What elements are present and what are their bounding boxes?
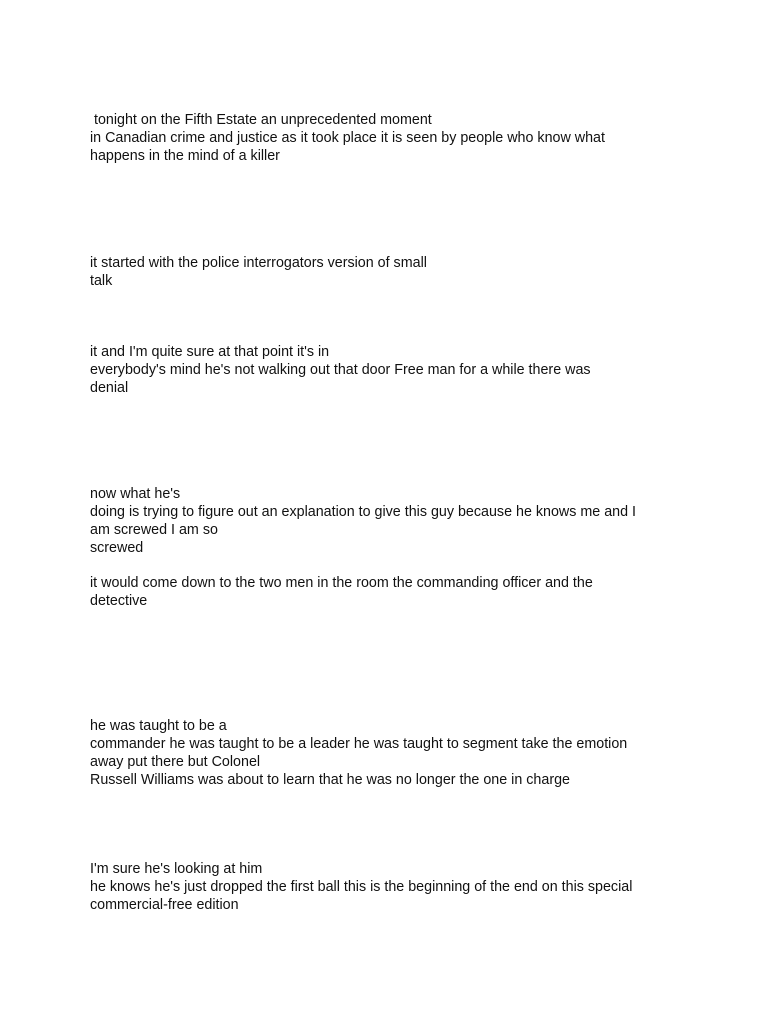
transcript-line: talk xyxy=(90,273,113,289)
transcript-line: it would come down to the two men in the room the commanding officer and the xyxy=(90,575,593,591)
transcript-paragraph xyxy=(90,343,690,397)
transcript-line: commander he was taught to be a leader he was taught to segment take the emotion xyxy=(90,736,628,752)
transcript-line: everybody's mind he's not walking out that door Free man for a while there was xyxy=(90,362,591,378)
transcript-line: detective xyxy=(90,593,148,609)
transcript-line: tonight on the Fifth Estate an unprecedented moment xyxy=(90,112,432,128)
transcript-line: happens in the mind of a killer xyxy=(90,148,280,164)
transcript-line: now what he's xyxy=(90,486,181,502)
transcript-paragraph xyxy=(90,860,690,914)
transcript-paragraph xyxy=(90,111,690,165)
transcript-line: doing is trying to figure out an explanation to give this guy because he knows me and I xyxy=(90,504,637,520)
transcript-line: in Canadian crime and justice as it took place it is seen by people who know what xyxy=(90,130,605,146)
transcript-line: screwed xyxy=(90,540,144,556)
transcript-line: away put there but Colonel xyxy=(90,754,261,770)
transcript-paragraph xyxy=(90,254,690,290)
transcript-paragraph xyxy=(90,485,690,557)
transcript-line: he knows he's just dropped the first ball this is the beginning of the end on this special xyxy=(90,879,633,895)
transcript-line: he was taught to be a xyxy=(90,718,227,734)
transcript-paragraph xyxy=(90,574,690,610)
transcript-paragraph xyxy=(90,717,690,789)
transcript-line: Russell Williams was about to learn that he was no longer the one in charge xyxy=(90,772,570,788)
transcript-line: commercial-free edition xyxy=(90,897,239,913)
transcript-line: it started with the police interrogators version of small xyxy=(90,255,427,271)
transcript-line: denial xyxy=(90,380,129,396)
transcript-line: I'm sure he's looking at him xyxy=(90,861,263,877)
transcript-line: it and I'm quite sure at that point it's in xyxy=(90,344,330,360)
transcript-line: am screwed I am so xyxy=(90,522,218,538)
